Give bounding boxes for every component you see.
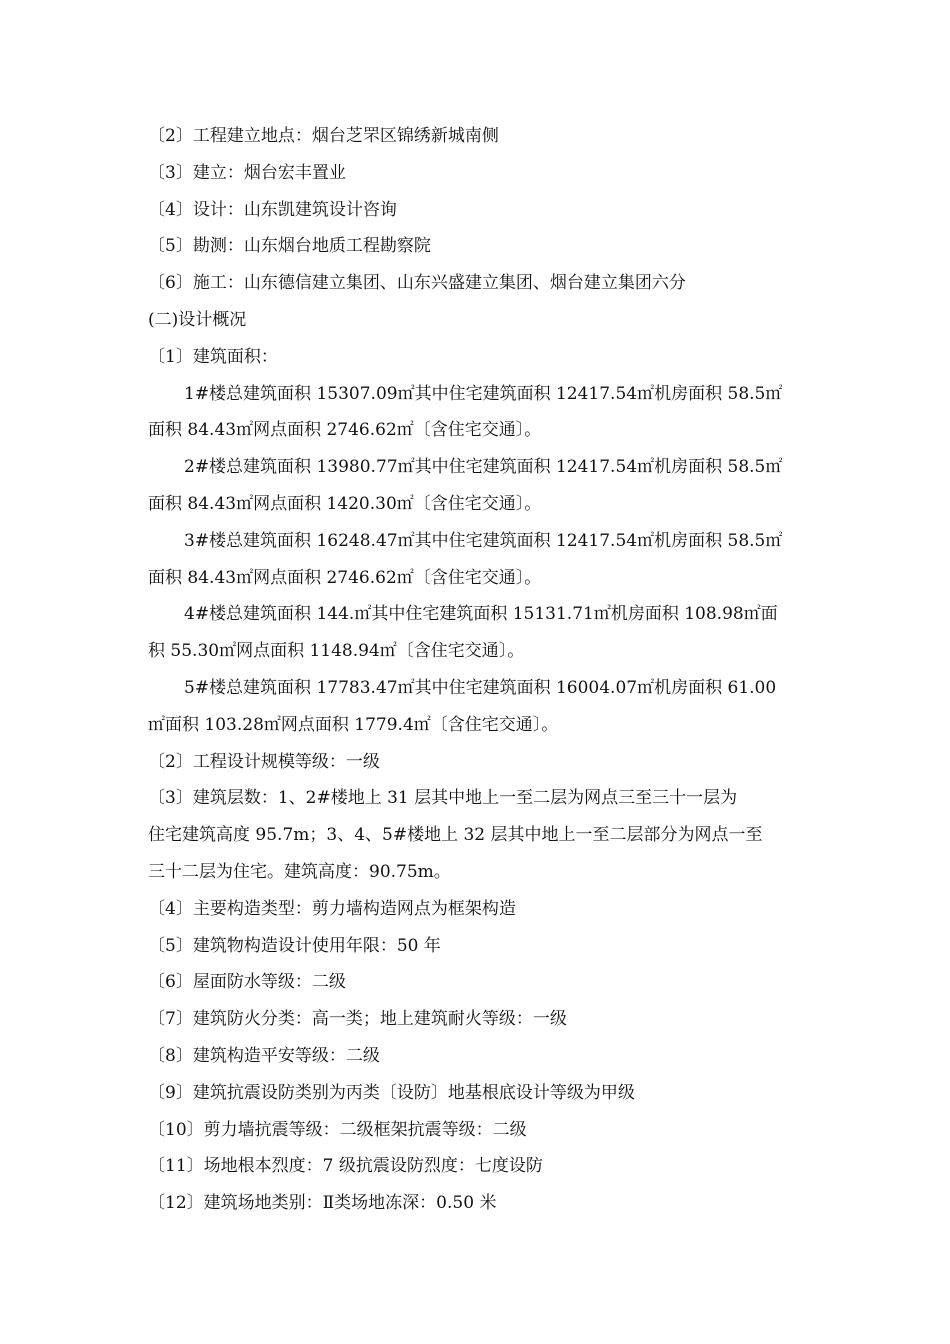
text-line: 〔10〕剪力墙抗震等级：二级框架抗震等级：二级: [148, 1119, 527, 1140]
text-line: 〔4〕设计：山东凯建筑设计咨询: [148, 199, 397, 220]
text-line: ㎡面积 103.28㎡网点面积 1779.4㎡〔含住宅交通〕。: [148, 714, 559, 735]
text-line: 〔12〕建筑场地类别：Ⅱ类场地冻深：0.50 米: [148, 1193, 497, 1214]
text-line: 面积 84.43㎡网点面积 2746.62㎡〔含住宅交通〕。: [148, 420, 542, 441]
text-line: 〔2〕工程设计规模等级：一级: [148, 751, 380, 772]
text-line: 〔5〕勘测：山东烟台地质工程勘察院: [148, 236, 431, 257]
text-line: 4#楼总建筑面积 144.㎡其中住宅建筑面积 15131.71㎡机房面积 108.98㎡面: [184, 604, 778, 625]
text-line: 〔2〕工程建立地点：烟台芝罘区锦绣新城南侧: [148, 126, 499, 146]
text-line: 〔3〕建筑层数：1、2#楼地上 31 层其中地上一至二层为网点三至三十一层为: [148, 788, 738, 809]
text-line: 5#楼总建筑面积 17783.47㎡其中住宅建筑面积 16004.07㎡机房面积 61.00: [184, 677, 777, 698]
text-line: 〔5〕建筑物构造设计使用年限：50 年: [148, 935, 441, 956]
text-line: 3#楼总建筑面积 16248.47㎡其中住宅建筑面积 12417.54㎡机房面积 58.5㎡: [184, 530, 783, 551]
text-line: 1#楼总建筑面积 15307.09㎡其中住宅建筑面积 12417.54㎡机房面积 58.5㎡: [184, 383, 783, 404]
text-line: 〔6〕屋面防水等级：二级: [148, 972, 346, 993]
text-line: 面积 84.43㎡网点面积 1420.30㎡〔含住宅交通〕。: [148, 493, 542, 514]
text-line: 〔1〕建筑面积：: [148, 346, 278, 367]
text-line: 住宅建筑高度 95.7m；3、4、5#楼地上 32 层其中地上一至二层部分为网点一至: [148, 825, 763, 846]
text-line: 〔3〕建立：烟台宏丰置业: [148, 162, 346, 183]
text-line: 〔11〕场地根本烈度：7 级抗震设防烈度：七度设防: [148, 1156, 543, 1177]
text-line: 2#楼总建筑面积 13980.77㎡其中住宅建筑面积 12417.54㎡机房面积 58.5㎡: [184, 457, 783, 478]
text-line: 面积 84.43㎡网点面积 2746.62㎡〔含住宅交通〕。: [148, 567, 542, 588]
section-heading: (二)设计概况: [148, 309, 247, 330]
text-line: 积 55.30㎡网点面积 1148.94㎡〔含住宅交通〕。: [148, 641, 525, 662]
text-line: 〔4〕主要构造类型：剪力墙构造网点为框架构造: [148, 898, 516, 919]
text-line: 〔6〕施工：山东德信建立集团、山东兴盛建立集团、烟台建立集团六分: [148, 273, 686, 294]
text-line: 〔9〕建筑抗震设防类别为丙类〔设防〕地基根底设计等级为甲级: [148, 1082, 635, 1103]
document-body: [148, 118, 808, 1222]
text-line: 〔8〕建筑构造平安等级：二级: [148, 1045, 380, 1066]
text-line: 〔7〕建筑防火分类：高一类；地上建筑耐火等级：一级: [148, 1009, 567, 1030]
text-line: 三十二层为住宅。建筑高度：90.75m。: [148, 861, 451, 882]
